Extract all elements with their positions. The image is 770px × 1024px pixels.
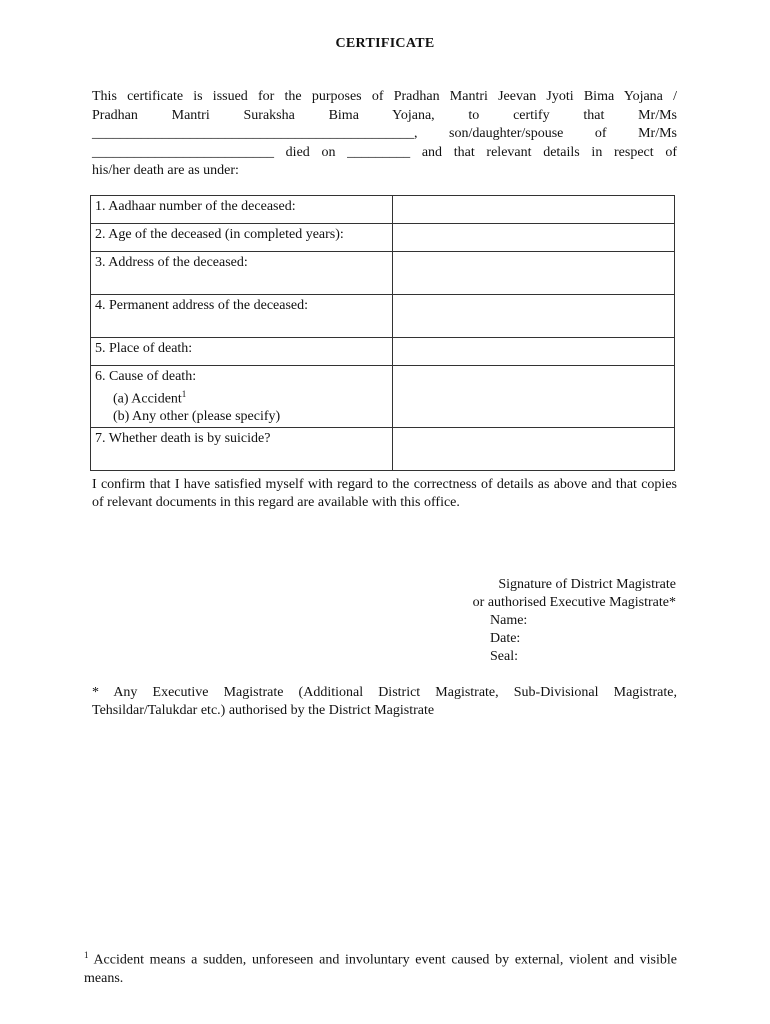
table-row (91, 224, 675, 252)
magistrate-note: * Any Executive Magistrate (Additional District Magistrate, Sub-Divisional Magistrate, Tehsildar/Talukdar etc.) authorised by the District Magistrate (92, 685, 677, 718)
table-row (91, 338, 675, 366)
footnote-ref: 1 (181, 388, 187, 399)
intro-paragraph (92, 88, 677, 181)
row-label: 7. Whether death is by suicide? (91, 428, 393, 471)
intro-line-1: This certificate is issued for the purposes of Pradhan Mantri Jeevan Jyoti Bima Yojana / (92, 89, 677, 104)
confirmation-text: I confirm that I have satisfied myself with regard to the correctness of details as above and that copies of relevant documents in this regard are available with this office. (92, 477, 677, 510)
signature-line-2: or authorised Executive Magistrate* (472, 595, 676, 610)
cause-option-accident (95, 386, 388, 408)
row-label: 3. Address of the deceased: (91, 252, 393, 295)
cause-option-other: (b) Any other (please specify) (113, 408, 281, 424)
table-row (91, 252, 675, 295)
intro-line-3: ______________________________________________, son/daughter/spouse of Mr/Ms (92, 126, 677, 141)
intro-line-4: __________________________ died on _________ and that relevant details in respect of (92, 144, 677, 160)
table-row (91, 196, 675, 224)
date-label: Date: (490, 631, 521, 646)
row-label: 5. Place of death: (91, 338, 393, 366)
row-value-field[interactable] (393, 295, 675, 338)
signature-line-1: Signature of District Magistrate (498, 577, 676, 592)
intro-line-2: Pradhan Mantri Suraksha Bima Yojana, to certify that Mr/Ms (92, 107, 677, 123)
row-label: 4. Permanent address of the deceased: (91, 295, 393, 338)
row-value-field[interactable] (393, 196, 675, 224)
table-row (91, 366, 675, 428)
intro-line-5: his/her death are as under: (92, 163, 239, 178)
row-label-cause (91, 366, 393, 428)
details-table (90, 195, 675, 471)
footnote-mark: 1 (84, 950, 89, 960)
row-value-field[interactable] (393, 224, 675, 252)
row-label: 2. Age of the deceased (in completed years): (91, 224, 393, 252)
cause-label: 6. Cause of death: (95, 369, 197, 384)
signature-fields (490, 612, 527, 666)
footnote (84, 946, 677, 988)
row-value-field[interactable] (393, 366, 675, 428)
seal-label: Seal: (490, 649, 518, 664)
table-row (91, 428, 675, 471)
signature-block (380, 576, 676, 612)
row-value-field[interactable] (393, 428, 675, 471)
name-label: Name: (490, 613, 528, 628)
footnote-text: Accident means a sudden, unforeseen and involuntary event caused by external, violent and visible means. (84, 952, 677, 986)
table-row (91, 295, 675, 338)
accident-label: (a) Accident (113, 391, 182, 407)
row-value-field[interactable] (393, 252, 675, 295)
row-label: 1. Aadhaar number of the deceased: (91, 196, 393, 224)
certificate-title: CERTIFICATE (335, 36, 435, 51)
row-value-field[interactable] (393, 338, 675, 366)
